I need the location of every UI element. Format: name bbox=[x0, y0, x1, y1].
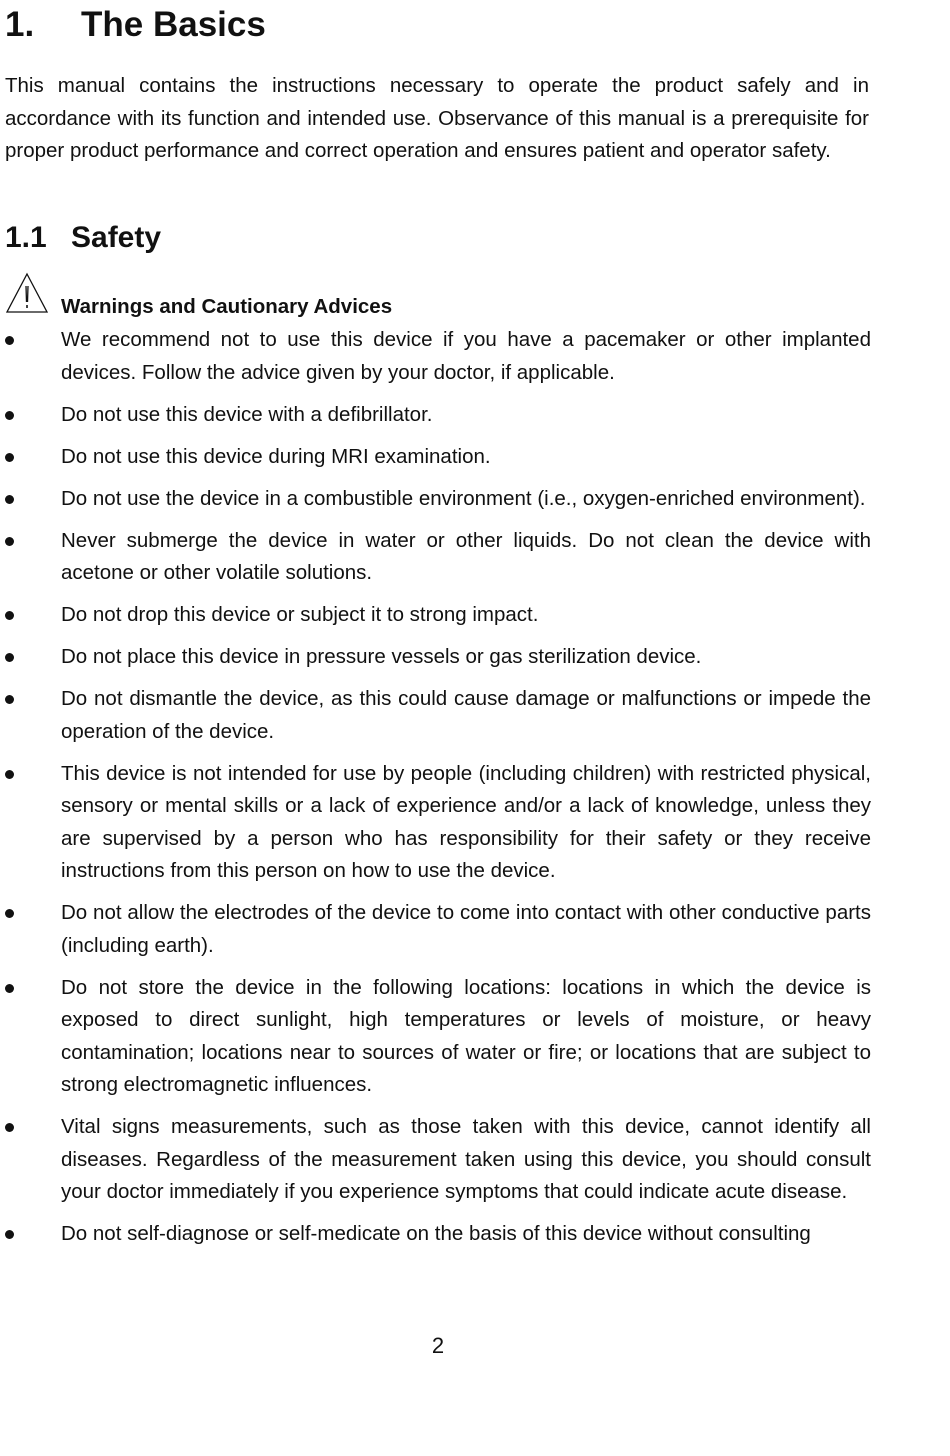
bullet-icon bbox=[5, 653, 14, 662]
bullet-icon bbox=[5, 611, 14, 620]
list-item-text: This device is not intended for use by people (including children) with restricted physical, sensory or mental skills or a lack of experience and/or a lack of knowledge, unless they are supervised by a person who has responsibility for their safety or they receive instructions from this person on how to use the device. bbox=[61, 761, 871, 882]
list-item bbox=[5, 599, 871, 632]
list-item bbox=[5, 525, 871, 590]
bullet-icon bbox=[5, 453, 14, 462]
list-item bbox=[5, 758, 871, 888]
list-item-text: Do not drop this device or subject it to strong impact. bbox=[61, 603, 539, 626]
chapter-number: 1. bbox=[5, 5, 35, 44]
bullet-icon bbox=[5, 1123, 14, 1132]
bullet-icon bbox=[5, 537, 14, 546]
list-item-text: Do not allow the electrodes of the device to come into contact with other conductive parts (including earth). bbox=[61, 901, 871, 957]
list-item bbox=[5, 683, 871, 748]
list-item-text: Do not use this device with a defibrillator. bbox=[61, 402, 433, 426]
list-item bbox=[5, 972, 871, 1102]
list-item-text: Do not use this device during MRI examination. bbox=[61, 444, 491, 468]
list-item-text: Do not use the device in a combustible environment (i.e., oxygen-enriched environment). bbox=[61, 486, 866, 510]
list-item-text: We recommend not to use this device if you have a pacemaker or other implanted devices. Follow the advice given by your doctor, if applicable. bbox=[61, 328, 871, 384]
warning-list bbox=[5, 324, 871, 1260]
bullet-icon bbox=[5, 1230, 14, 1239]
list-item bbox=[5, 641, 871, 674]
bullet-icon bbox=[5, 495, 14, 504]
list-item-text: Vital signs measurements, such as those taken with this device, cannot identify all diseases. Regardless of the measurement taken using this device, you should consult your doctor immediately if you experience symptoms that could indicate acute disease. bbox=[61, 1115, 871, 1203]
list-item bbox=[5, 399, 871, 432]
bullet-icon bbox=[5, 336, 14, 345]
chapter-title: The Basics bbox=[81, 5, 266, 44]
bullet-icon bbox=[5, 984, 14, 993]
warnings-title: Warnings and Cautionary Advices bbox=[61, 295, 393, 318]
list-item bbox=[5, 441, 871, 474]
intro-paragraph: This manual contains the instructions necessary to operate the product safely and in accordance with its function and intended use. Observance of this manual is a prerequisite for proper product performance and correct operation and ensures patient and operator safety. bbox=[5, 74, 869, 162]
list-item-text: Do not dismantle the device, as this could cause damage or malfunctions or impede the operation of the device. bbox=[61, 687, 871, 743]
warning-triangle-icon bbox=[5, 272, 49, 314]
list-item bbox=[5, 1111, 871, 1209]
list-item bbox=[5, 897, 871, 962]
list-item-text: Do not store the device in the following locations: locations in which the device is exposed to direct sunlight, high temperatures or levels of moisture, or heavy contamination; locations near to sources of water or fire; or locations that are subject to strong electromagnetic influences. bbox=[61, 975, 871, 1096]
bullet-icon bbox=[5, 770, 14, 779]
section-heading bbox=[5, 218, 161, 258]
page-number: 2 bbox=[431, 1333, 445, 1358]
chapter-heading bbox=[5, 3, 266, 47]
list-item bbox=[5, 483, 871, 516]
list-item-text: Do not self-diagnose or self-medicate on the basis of this device without consulting bbox=[61, 1222, 811, 1245]
bullet-icon bbox=[5, 411, 14, 420]
list-item bbox=[5, 324, 871, 389]
bullet-icon bbox=[5, 695, 14, 704]
list-item bbox=[5, 1218, 871, 1251]
section-number: 1.1 bbox=[5, 221, 47, 254]
bullet-icon bbox=[5, 909, 14, 918]
list-item-text: Never submerge the device in water or other liquids. Do not clean the device with acetone or other volatile solutions. bbox=[61, 528, 871, 584]
section-title: Safety bbox=[71, 221, 162, 254]
list-item-text: Do not place this device in pressure vessels or gas sterilization device. bbox=[61, 645, 702, 668]
